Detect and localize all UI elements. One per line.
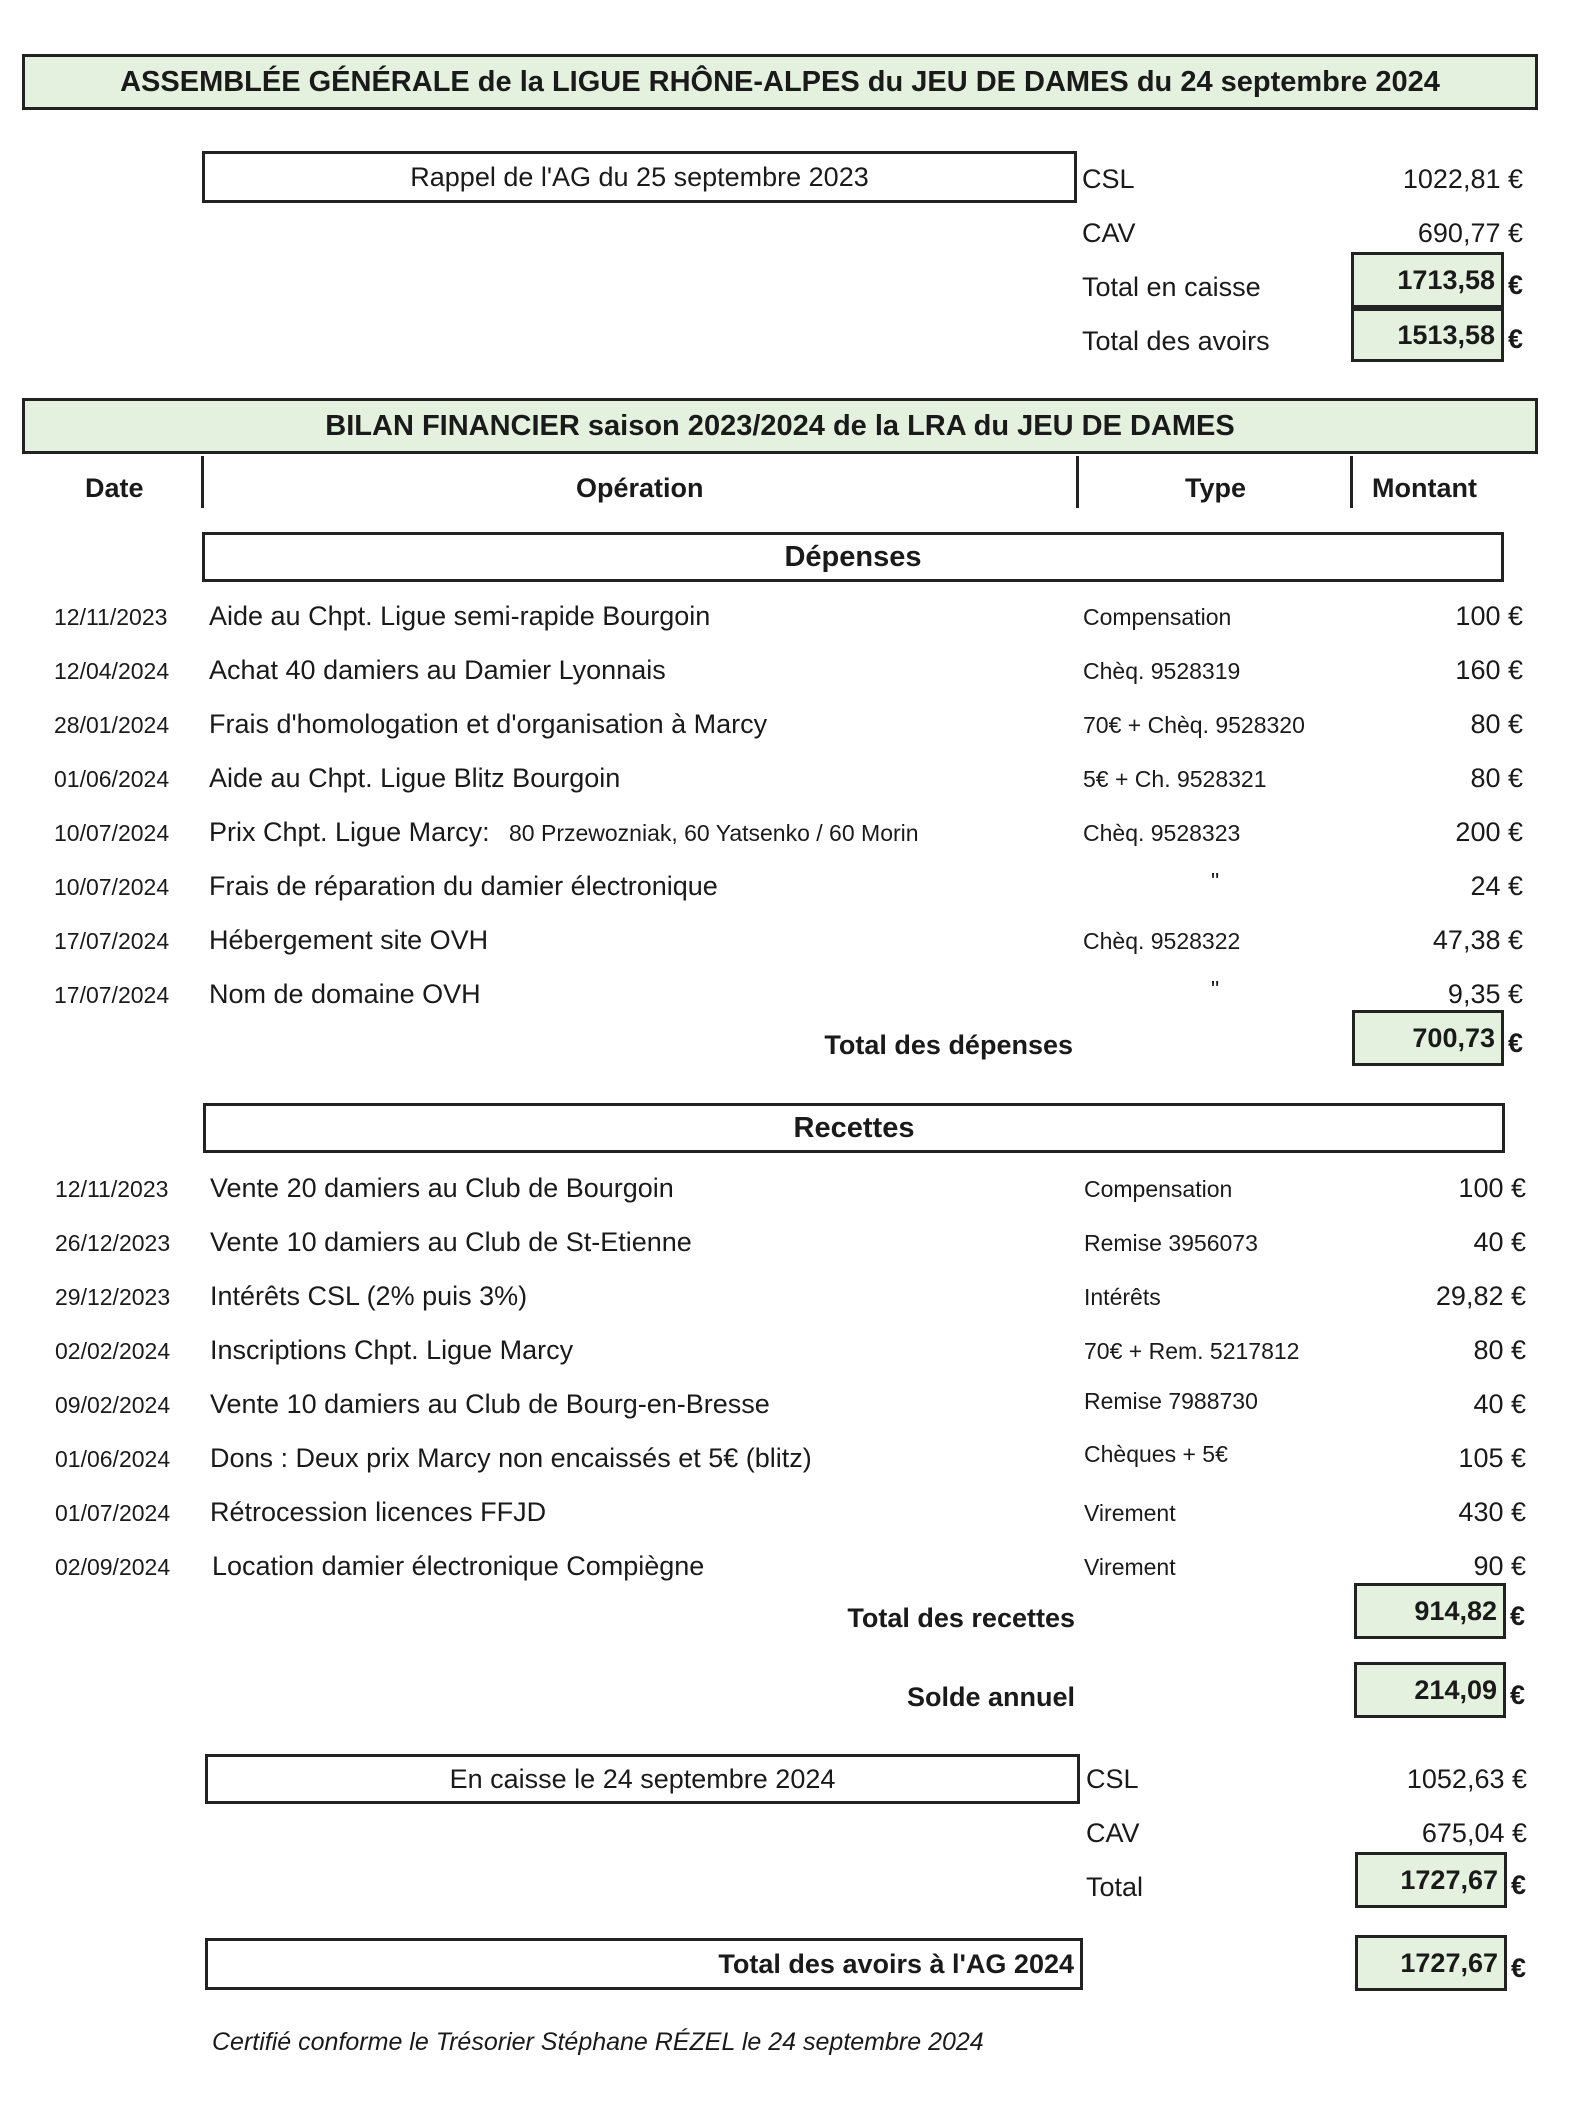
header-operation: Opération [576, 473, 704, 503]
row-operation: Vente 10 damiers au Club de Bourg-en-Bresse [210, 1389, 770, 1419]
row-type: Virement [1084, 1554, 1176, 1580]
rappel-caisse-amount-box [1351, 252, 1504, 308]
row-operation: Vente 20 damiers au Club de Bourgoin [210, 1173, 674, 1203]
header-montant: Montant [1372, 473, 1477, 503]
certification-note: Certifié conforme le Trésorier Stéphane RÉZEL le 24 septembre 2024 [212, 2028, 984, 2056]
rappel-csl-label: CSL [1082, 164, 1135, 194]
row-date: 26/12/2023 [55, 1230, 171, 1256]
row-amount: 80 € [1470, 763, 1523, 793]
caisse2024-csl-amount: 1052,63 € [1406, 1764, 1527, 1794]
depenses-title: Dépenses [784, 540, 922, 573]
page-title [22, 54, 1538, 110]
row-amount: 200 € [1455, 817, 1523, 847]
euro-sign: € [1508, 1028, 1524, 1058]
row-amount: 47,38 € [1432, 925, 1523, 955]
rappel-caisse-amount: 1713,58 [1397, 264, 1495, 295]
row-amount: 105 € [1458, 1443, 1526, 1473]
rappel-cav-label: CAV [1082, 218, 1136, 248]
rappel-avoirs-amount-box [1351, 308, 1504, 362]
row-type: Remise 3956073 [1084, 1230, 1258, 1256]
caisse2024-total-label: Total [1086, 1872, 1144, 1902]
row-amount: 90 € [1473, 1551, 1526, 1581]
rappel-cav-amount: 690,77 € [1417, 218, 1523, 248]
row-type: Chèq. 9528319 [1083, 658, 1241, 684]
solde-label: Solde annuel [906, 1682, 1075, 1712]
caisse2024-cav-label: CAV [1086, 1818, 1140, 1848]
row-date: 10/07/2024 [54, 874, 170, 900]
row-operation: Rétrocession licences FFJD [210, 1497, 547, 1527]
solde-amount: 214,09 [1414, 1674, 1497, 1705]
row-date: 12/11/2023 [55, 1176, 169, 1202]
row-amount: 29,82 € [1435, 1281, 1526, 1311]
row-operation: Inscriptions Chpt. Ligue Marcy [210, 1335, 574, 1365]
row-operation: Prix Chpt. Ligue Marcy: [209, 817, 490, 847]
row-type: Remise 7988730 [1084, 1388, 1258, 1414]
page-title-text: ASSEMBLÉE GÉNÉRALE de la LIGUE RHÔNE-ALPES du JEU DE DAMES du 24 septembre 2024 [120, 65, 1440, 98]
rappel-label: Rappel de l'AG du 25 septembre 2023 [410, 161, 869, 192]
row-type: Chèq. 9528322 [1083, 928, 1241, 954]
caisse2024-csl-label: CSL [1086, 1764, 1139, 1794]
caisse2024-label: En caisse le 24 septembre 2024 [449, 1763, 836, 1794]
row-type: Intérêts [1084, 1284, 1161, 1310]
recettes-total-amount: 914,82 [1414, 1595, 1497, 1626]
euro-sign: € [1511, 1953, 1527, 1983]
row-operation: Nom de domaine OVH [209, 979, 481, 1009]
rappel-avoirs-label: Total des avoirs [1082, 326, 1270, 356]
euro-sign: € [1508, 270, 1524, 300]
row-date: 02/02/2024 [55, 1338, 171, 1364]
recettes-total-box [1354, 1583, 1506, 1639]
row-detail: 80 Przewozniak, 60 Yatsenko / 60 Morin [509, 820, 919, 846]
row-date: 12/04/2024 [54, 658, 170, 684]
row-operation: Aide au Chpt. Ligue semi-rapide Bourgoin [209, 601, 711, 631]
rappel-csl-amount: 1022,81 € [1402, 164, 1523, 194]
row-date: 01/06/2024 [55, 1446, 171, 1472]
euro-sign: € [1508, 324, 1524, 354]
row-type: Virement [1084, 1500, 1176, 1526]
header-type: Type [1185, 473, 1247, 503]
row-date: 17/07/2024 [54, 928, 170, 954]
row-type-ditto: " [1211, 868, 1220, 894]
row-amount: 40 € [1473, 1227, 1526, 1257]
row-date: 02/09/2024 [55, 1554, 171, 1580]
solde-box [1354, 1662, 1506, 1718]
avoirs2024-amount: 1727,67 [1400, 1947, 1498, 1978]
row-operation: Hébergement site OVH [209, 925, 489, 955]
row-type: 70€ + Rem. 5217812 [1084, 1338, 1300, 1364]
row-date: 01/06/2024 [54, 766, 170, 792]
row-operation: Frais d'homologation et d'organisation à Marcy [209, 709, 768, 739]
rappel-avoirs-amount: 1513,58 [1397, 319, 1495, 350]
header-divider [1076, 456, 1079, 508]
row-amount: 80 € [1473, 1335, 1526, 1365]
recettes-header-box [203, 1103, 1505, 1153]
row-date: 29/12/2023 [55, 1284, 171, 1310]
row-amount: 100 € [1455, 601, 1523, 631]
row-type: Chèques + 5€ [1084, 1441, 1228, 1467]
row-amount: 40 € [1473, 1389, 1526, 1419]
depenses-total-label: Total des dépenses [824, 1030, 1073, 1060]
row-type: Compensation [1083, 604, 1232, 630]
row-amount: 80 € [1470, 709, 1523, 739]
avoirs2024-amount-box [1355, 1935, 1507, 1991]
row-operation: Frais de réparation du damier électronique [209, 871, 718, 901]
row-date: 01/07/2024 [55, 1500, 171, 1526]
row-amount: 9,35 € [1447, 979, 1523, 1009]
rappel-caisse-label: Total en caisse [1082, 272, 1261, 302]
row-amount: 160 € [1455, 655, 1523, 685]
row-type: Compensation [1084, 1176, 1233, 1202]
caisse2024-box [205, 1754, 1080, 1804]
row-date: 12/11/2023 [54, 604, 168, 630]
header-divider [201, 456, 204, 508]
row-date: 10/07/2024 [54, 820, 170, 846]
row-type: 5€ + Ch. 9528321 [1083, 766, 1267, 792]
row-operation: Intérêts CSL (2% puis 3%) [210, 1281, 528, 1311]
row-operation: Location damier électronique Compiègne [212, 1551, 705, 1581]
euro-sign: € [1510, 1680, 1526, 1710]
header-date: Date [85, 473, 144, 503]
caisse2024-total-amount: 1727,67 [1400, 1864, 1498, 1895]
caisse2024-total-box [1355, 1852, 1507, 1908]
row-operation: Aide au Chpt. Ligue Blitz Bourgoin [209, 763, 621, 793]
row-amount: 24 € [1470, 871, 1523, 901]
row-amount: 430 € [1458, 1497, 1526, 1527]
euro-sign: € [1511, 1870, 1527, 1900]
header-divider [1350, 456, 1353, 508]
depenses-total-amount: 700,73 [1412, 1022, 1495, 1053]
caisse2024-cav-amount: 675,04 € [1421, 1818, 1527, 1848]
row-operation: Vente 10 damiers au Club de St-Etienne [210, 1227, 692, 1257]
recettes-title: Recettes [793, 1111, 915, 1144]
avoirs2024-box [205, 1938, 1083, 1990]
row-operation: Achat 40 damiers au Damier Lyonnais [209, 655, 666, 685]
avoirs2024-label: Total des avoirs à l'AG 2024 [718, 1948, 1074, 1979]
row-type: Chèq. 9528323 [1083, 820, 1241, 846]
euro-sign: € [1510, 1601, 1526, 1631]
row-type: 70€ + Chèq. 9528320 [1083, 712, 1305, 738]
bilan-title [22, 398, 1538, 454]
recettes-total-label: Total des recettes [847, 1603, 1075, 1633]
row-date: 09/02/2024 [55, 1392, 171, 1418]
bilan-title-text: BILAN FINANCIER saison 2023/2024 de la LRA du JEU DE DAMES [325, 409, 1235, 442]
row-operation: Dons : Deux prix Marcy non encaissés et 5€ (blitz) [210, 1443, 812, 1473]
depenses-header-box [202, 532, 1504, 582]
rappel-box [202, 151, 1077, 203]
row-type-ditto: " [1211, 976, 1220, 1002]
row-date: 28/01/2024 [54, 712, 170, 738]
row-amount: 100 € [1458, 1173, 1526, 1203]
row-date: 17/07/2024 [54, 982, 170, 1008]
depenses-total-box [1352, 1010, 1504, 1066]
